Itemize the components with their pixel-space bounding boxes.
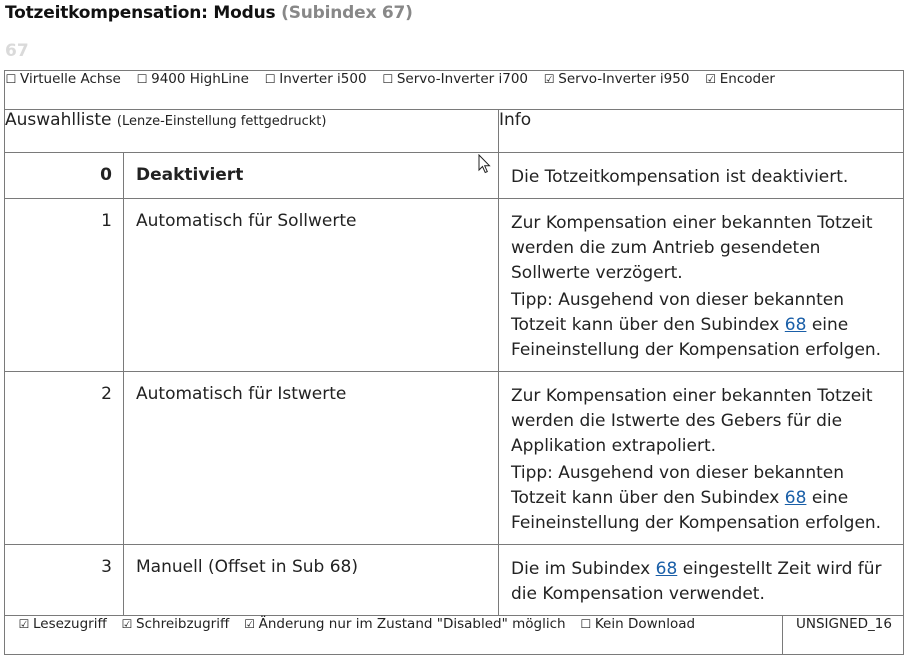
parameter-table (4, 70, 904, 655)
subindex-68-link[interactable]: 68 (655, 559, 678, 579)
flag-disabled-only: ☑ Änderung nur im Zustand "Disabled" möglich (244, 616, 566, 632)
device-list (5, 71, 904, 110)
parameter-name: Totzeitkompensation: Modus (5, 3, 276, 23)
flag-write-access: ☑ Schreibzugriff (121, 616, 230, 632)
checkbox-icon: ☑ (244, 617, 255, 631)
access-flags (5, 616, 783, 655)
device-servo-i700: ☐ Servo-Inverter i700 (382, 71, 528, 87)
flag-no-download: ☐ Kein Download (580, 616, 696, 632)
flag-read-access: ☑ Lesezugriff (18, 616, 107, 632)
table-row (5, 372, 904, 545)
info-header: Info (499, 110, 904, 153)
checkbox-icon: ☐ (382, 72, 394, 86)
device-virtual-axis: ☐ Virtuelle Achse (5, 71, 121, 87)
selection-list-header: Auswahlliste (Lenze-Einstellung fettgedruckt) (5, 110, 499, 153)
option-value: 0 (5, 153, 124, 199)
option-value: 1 (5, 199, 124, 372)
mouse-cursor-icon (478, 154, 492, 174)
data-type: UNSIGNED_16 (783, 616, 904, 655)
checkbox-icon: ☑ (705, 72, 717, 86)
device-encoder: ☑ Encoder (705, 71, 775, 87)
device-9400-highline: ☐ 9400 HighLine (136, 71, 249, 87)
checkbox-icon: ☑ (18, 617, 30, 631)
option-info: Zur Kompensation einer bekannten Totzeit werden die zum Antrieb gesendeten Sollwerte verzögert. Tipp: Ausgehend von dieser bekannten Totzeit kann über den Subindex 68 eine Feineinstellung der Kompensation erfolgen. (499, 199, 904, 372)
device-inverter-i500: ☐ Inverter i500 (264, 71, 367, 87)
option-label: Deaktiviert (124, 153, 499, 199)
option-info: Die im Subindex 68 eingestellt Zeit wird für die Kompensation verwendet. (499, 545, 904, 616)
checkbox-icon: ☐ (580, 617, 592, 631)
tip-text: Tipp: Ausgehend von dieser bekannten Totzeit kann über den Subindex 68 eine Feineinstellung der Kompensation erfolgen. (511, 290, 882, 360)
checkbox-icon: ☐ (136, 72, 148, 86)
option-info: Zur Kompensation einer bekannten Totzeit werden die Istwerte des Gebers für die Applikation extrapoliert. Tipp: Ausgehend von dieser bekannten Totzeit kann über den Subindex 68 eine Feineinstellung der Kompensation erfolgen. (499, 372, 904, 545)
tip-text: Tipp: Ausgehend von dieser bekannten Totzeit kann über den Subindex 68 eine Feineinstellung der Kompensation erfolgen. (511, 463, 882, 533)
access-flags-row (5, 616, 904, 655)
table-row (5, 545, 904, 616)
option-info: Die Totzeitkompensation ist deaktiviert. (499, 153, 904, 199)
option-label: Automatisch für Istwerte (124, 372, 499, 545)
subindex-number: 67 (5, 41, 29, 61)
option-label: Automatisch für Sollwerte (124, 199, 499, 372)
subindex-68-link[interactable]: 68 (784, 315, 807, 335)
page-title (5, 3, 413, 23)
checkbox-icon: ☑ (121, 617, 133, 631)
default-note: (Lenze-Einstellung fettgedruckt) (116, 114, 327, 129)
device-row (5, 71, 904, 110)
option-value: 2 (5, 372, 124, 545)
checkbox-icon: ☑ (543, 72, 555, 86)
table-row (5, 199, 904, 372)
subindex-title: (Subindex 67) (281, 3, 413, 23)
device-servo-i950: ☑ Servo-Inverter i950 (543, 71, 690, 87)
checkbox-icon: ☐ (264, 72, 276, 86)
option-label: Manuell (Offset in Sub 68) (124, 545, 499, 616)
checkbox-icon: ☐ (5, 72, 17, 86)
table-row (5, 153, 904, 199)
table-header (5, 110, 904, 153)
subindex-68-link[interactable]: 68 (784, 488, 807, 508)
option-value: 3 (5, 545, 124, 616)
